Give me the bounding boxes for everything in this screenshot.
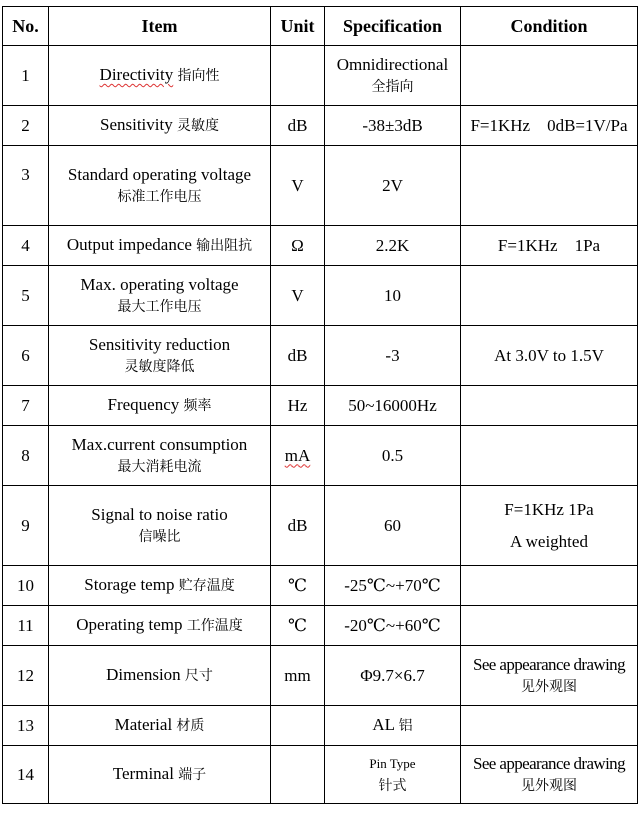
item-en: Storage temp xyxy=(84,575,175,594)
spec-cell: Φ9.7×6.7 xyxy=(325,646,461,706)
unit-cell: dB xyxy=(271,326,325,386)
item-cell xyxy=(49,226,271,266)
cond-cell xyxy=(461,146,638,226)
cond-cell: F=1KHz 0dB=1V/Pa xyxy=(461,106,638,146)
item-cell xyxy=(49,386,271,426)
spec-cell xyxy=(325,706,461,746)
table-row xyxy=(3,606,638,646)
item-cn: 频率 xyxy=(183,398,212,414)
header-row xyxy=(3,7,638,46)
row-no: 1 xyxy=(3,46,49,106)
item-en: Operating temp xyxy=(76,615,183,634)
item-en: Terminal xyxy=(112,764,174,783)
cond-line-1: F=1KHz 1Pa xyxy=(504,499,594,519)
row-no: 5 xyxy=(3,266,49,326)
spec-table xyxy=(2,6,638,804)
unit-cell: Ω xyxy=(271,226,325,266)
cond-line-1: See appearance drawing xyxy=(473,654,625,674)
table-row xyxy=(3,646,638,706)
item-cell xyxy=(49,646,271,706)
header-cond: Condition xyxy=(461,7,638,46)
cond-cell xyxy=(461,426,638,486)
spec-cell: -20℃~+60℃ xyxy=(325,606,461,646)
table-row xyxy=(3,566,638,606)
spec-cn: 针式 xyxy=(378,777,407,794)
item-en: Material xyxy=(114,715,173,734)
unit-cell: dB xyxy=(271,106,325,146)
item-cn: 输出阻抗 xyxy=(196,238,253,254)
unit-cell: mm xyxy=(271,646,325,706)
table-row xyxy=(3,426,638,486)
table-row xyxy=(3,266,638,326)
item-en: Frequency xyxy=(107,395,180,414)
spec-cn: 铝 xyxy=(398,718,413,734)
item-cn: 贮存温度 xyxy=(178,578,235,594)
cond-cell xyxy=(461,566,638,606)
spec-cell: -25℃~+70℃ xyxy=(325,566,461,606)
unit-cell: dB xyxy=(271,486,325,566)
unit-cell: ℃ xyxy=(271,566,325,606)
item-en: Sensitivity xyxy=(100,115,173,134)
spec-cell: 0.5 xyxy=(325,426,461,486)
row-no: 7 xyxy=(3,386,49,426)
item-en: Standard operating voltage xyxy=(67,164,252,184)
item-cn: 最大工作电压 xyxy=(117,298,202,315)
table-row xyxy=(3,46,638,106)
cond-cell xyxy=(461,486,638,566)
item-cn: 材质 xyxy=(176,718,205,734)
item-cn: 工作温度 xyxy=(186,618,243,634)
header-no: No. xyxy=(3,7,49,46)
item-cell xyxy=(49,106,271,146)
item-cn: 指向性 xyxy=(177,68,220,84)
row-no: 11 xyxy=(3,606,49,646)
item-en: Signal to noise ratio xyxy=(91,504,228,524)
spec-en: AL xyxy=(372,715,395,734)
table-row xyxy=(3,106,638,146)
unit-cell: V xyxy=(271,146,325,226)
item-cn: 端子 xyxy=(178,767,207,783)
item-cn: 尺寸 xyxy=(184,668,213,684)
cond-cell xyxy=(461,746,638,804)
item-cell xyxy=(49,746,271,804)
row-no: 2 xyxy=(3,106,49,146)
table-row xyxy=(3,706,638,746)
item-cell xyxy=(49,426,271,486)
cond-line-2: 见外观图 xyxy=(521,678,577,695)
row-no: 4 xyxy=(3,226,49,266)
spec-cell xyxy=(325,46,461,106)
unit-cell: V xyxy=(271,266,325,326)
cond-line-2: 见外观图 xyxy=(521,777,577,794)
item-cell xyxy=(49,266,271,326)
spec-en: Pin Type xyxy=(369,755,416,771)
item-en: Sensitivity reduction xyxy=(88,334,231,354)
cond-cell: At 3.0V to 1.5V xyxy=(461,326,638,386)
spec-cell: -3 xyxy=(325,326,461,386)
row-no: 6 xyxy=(3,326,49,386)
table-row xyxy=(3,486,638,566)
cond-cell xyxy=(461,706,638,746)
item-en: Max. operating voltage xyxy=(80,274,239,294)
unit-cell xyxy=(271,426,325,486)
unit-value: mA xyxy=(284,445,311,465)
spec-cell: 2V xyxy=(325,146,461,226)
table-row xyxy=(3,746,638,804)
item-cell xyxy=(49,706,271,746)
spec-en: Omnidirectional xyxy=(336,54,449,74)
spec-cell: 2.2K xyxy=(325,226,461,266)
table-row xyxy=(3,386,638,426)
item-cn: 标准工作电压 xyxy=(117,188,202,205)
item-en: Output impedance xyxy=(66,235,192,254)
item-cn: 信噪比 xyxy=(138,528,181,545)
header-spec: Specification xyxy=(325,7,461,46)
spec-cn: 全指向 xyxy=(371,78,414,95)
unit-cell xyxy=(271,706,325,746)
cond-cell xyxy=(461,606,638,646)
unit-cell xyxy=(271,46,325,106)
spec-cell: 10 xyxy=(325,266,461,326)
spec-cell: -38±3dB xyxy=(325,106,461,146)
row-no: 10 xyxy=(3,566,49,606)
cond-cell xyxy=(461,46,638,106)
row-no: 14 xyxy=(3,746,49,804)
row-no: 13 xyxy=(3,706,49,746)
table-row xyxy=(3,146,638,226)
table-row xyxy=(3,326,638,386)
item-cell xyxy=(49,486,271,566)
unit-cell: Hz xyxy=(271,386,325,426)
row-no: 12 xyxy=(3,646,49,706)
unit-cell xyxy=(271,746,325,804)
item-en: Directivity xyxy=(99,65,174,84)
cond-line-1: See appearance drawing xyxy=(473,753,625,773)
cond-cell: F=1KHz 1Pa xyxy=(461,226,638,266)
item-cell xyxy=(49,606,271,646)
item-cell xyxy=(49,326,271,386)
header-item: Item xyxy=(49,7,271,46)
unit-cell: ℃ xyxy=(271,606,325,646)
item-cell xyxy=(49,566,271,606)
cond-cell xyxy=(461,646,638,706)
item-cn: 灵敏度 xyxy=(176,118,219,134)
item-cn: 最大消耗电流 xyxy=(117,458,202,475)
row-no: 9 xyxy=(3,486,49,566)
cond-cell xyxy=(461,266,638,326)
row-no: 3 xyxy=(3,146,49,226)
item-cell xyxy=(49,146,271,226)
item-cell xyxy=(49,46,271,106)
item-en: Max.current consumption xyxy=(71,434,248,454)
spec-cell xyxy=(325,746,461,804)
spec-cell: 60 xyxy=(325,486,461,566)
item-cn: 灵敏度降低 xyxy=(124,358,195,375)
item-en: Dimension xyxy=(106,665,181,684)
header-unit: Unit xyxy=(271,7,325,46)
row-no: 8 xyxy=(3,426,49,486)
cond-line-2: A weighted xyxy=(510,531,588,551)
table-row xyxy=(3,226,638,266)
cond-cell xyxy=(461,386,638,426)
spec-cell: 50~16000Hz xyxy=(325,386,461,426)
